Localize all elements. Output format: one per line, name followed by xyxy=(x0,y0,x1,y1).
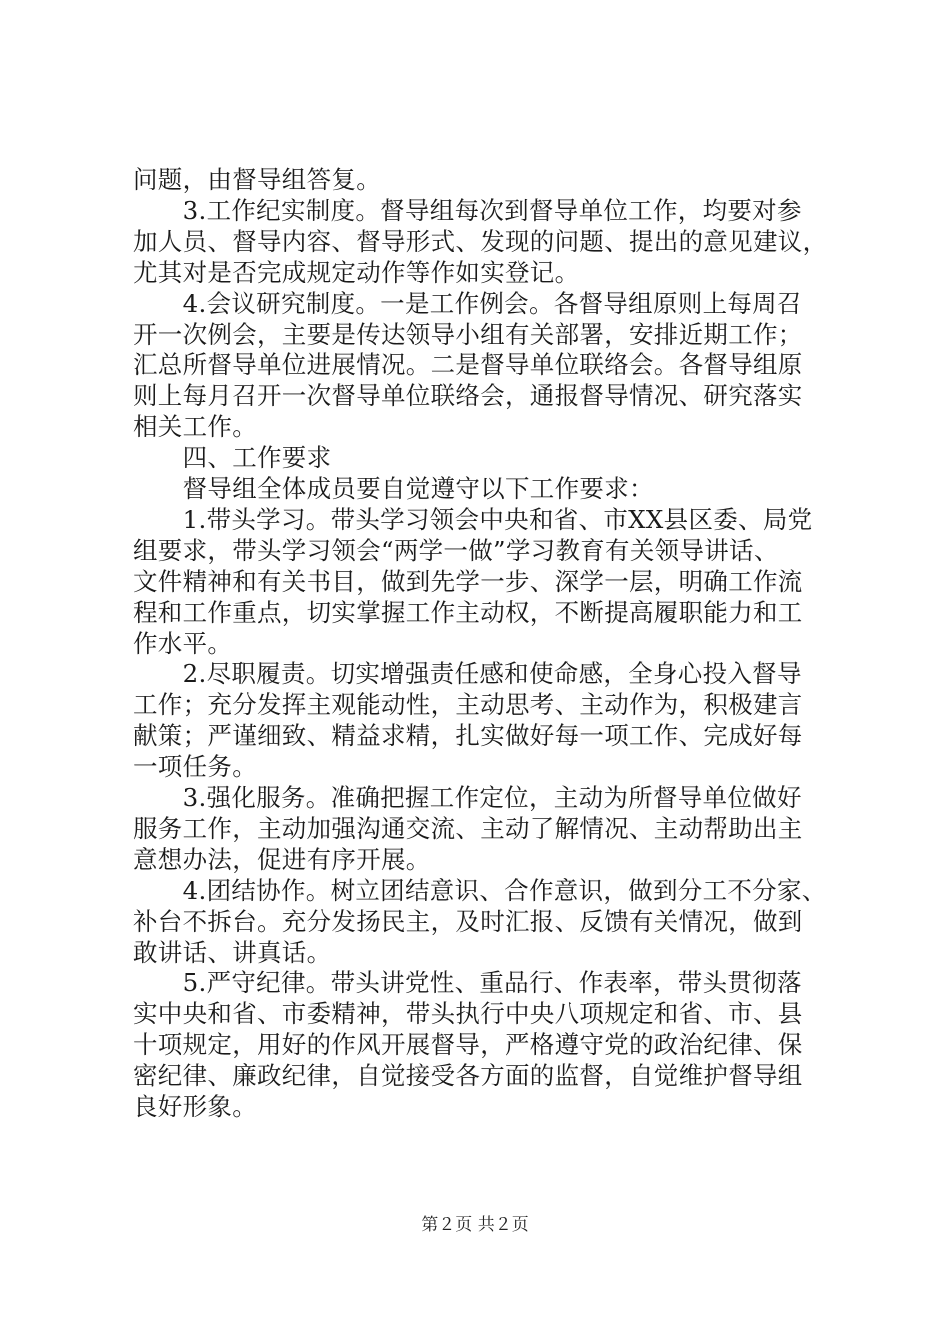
body-line: 敢讲话、讲真话。 xyxy=(133,938,332,967)
body-line: 5.严守纪律。带头讲党性、重品行、作表率，带头贯彻落 xyxy=(133,968,802,997)
body-line: 献策；严谨细致、精益求精，扎实做好每一项工作、完成好每 xyxy=(133,721,803,750)
section-heading: 四、工作要求 xyxy=(133,443,332,472)
body-line: 3.强化服务。准确把握工作定位，主动为所督导单位做好 xyxy=(133,783,802,812)
page-footer-number: 第２页 共２页 xyxy=(421,1215,529,1235)
body-line: 意想办法，促进有序开展。 xyxy=(133,845,431,874)
body-line: 服务工作，主动加强沟通交流、主动了解情况、主动帮助出主 xyxy=(133,814,803,843)
body-line: 4.会议研究制度。一是工作例会。各督导组原则上每周召 xyxy=(133,289,802,318)
body-line: 开一次例会，主要是传达领导小组有关部署，安排近期工作； xyxy=(133,320,803,349)
body-line: 3.工作纪实制度。督导组每次到督导单位工作，均要对参 xyxy=(133,196,802,225)
body-line: 密纪律、廉政纪律，自觉接受各方面的监督，自觉维护督导组 xyxy=(133,1061,803,1090)
body-line: 文件精神和有关书目，做到先学一步、深学一层，明确工作流 xyxy=(133,567,803,596)
body-line: 1.带头学习。带头学习领会中央和省、市XX县区委、局党 xyxy=(133,505,813,534)
body-line: 工作；充分发挥主观能动性，主动思考、主动作为，积极建言 xyxy=(133,690,803,719)
body-line: 一项任务。 xyxy=(133,752,257,781)
body-line: 加人员、督导内容、督导形式、发现的问题、提出的意见建议， xyxy=(133,227,828,256)
body-line: 组要求，带头学习领会“两学一做”学习教育有关领导讲话、 xyxy=(133,536,779,565)
body-line: 补台不拆台。充分发扬民主，及时汇报、反馈有关情况，做到 xyxy=(133,907,803,936)
body-line: 问题，由督导组答复。 xyxy=(133,165,381,194)
body-line: 良好形象。 xyxy=(133,1092,257,1121)
body-line: 相关工作。 xyxy=(133,412,257,441)
body-line: 4.团结协作。树立团结意识、合作意识，做到分工不分家、 xyxy=(133,876,827,905)
body-line: 2.尽职履责。切实增强责任感和使命感，全身心投入督导 xyxy=(133,659,802,688)
body-line: 尤其对是否完成规定动作等作如实登记。 xyxy=(133,258,580,287)
body-line: 十项规定，用好的作风开展督导，严格遵守党的政治纪律、保 xyxy=(133,1030,803,1059)
body-line: 则上每月召开一次督导单位联络会，通报督导情况、研究落实 xyxy=(133,381,803,410)
body-line: 汇总所督导单位进展情况。二是督导单位联络会。各督导组原 xyxy=(133,350,803,379)
body-line: 作水平。 xyxy=(133,629,233,658)
body-line: 程和工作重点，切实掌握工作主动权，不断提高履职能力和工 xyxy=(133,598,803,627)
body-line: 督导组全体成员要自觉遵守以下工作要求： xyxy=(133,474,654,503)
body-line: 实中央和省、市委精神，带头执行中央八项规定和省、市、县 xyxy=(133,999,803,1028)
